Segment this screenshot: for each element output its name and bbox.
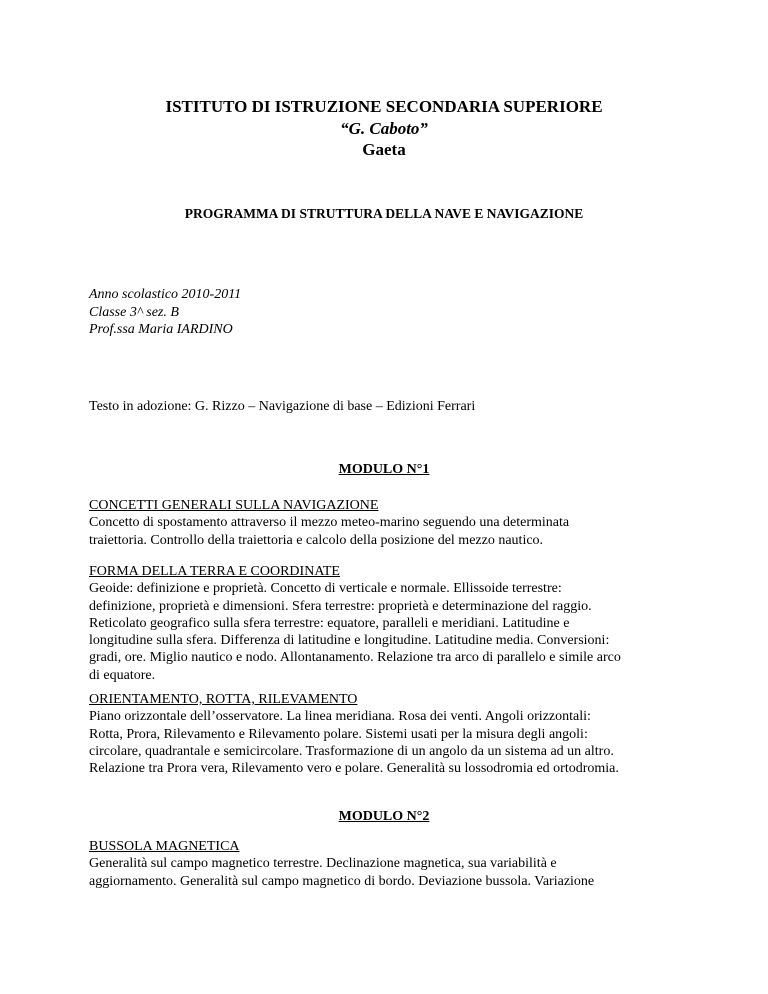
section-line: circolare, quadrantale e semicircolare. Trasformazione di un angolo da un sistema ad un altro.: [89, 743, 614, 759]
section-line: Generalità sul campo magnetico terrestre. Declinazione magnetica, sua variabilità e: [89, 856, 557, 872]
section-line: Relazione tra Prora vera, Rilevamento vero e polare. Generalità su lossodromia ed ortodromia.: [89, 761, 619, 777]
section-title: ORIENTAMENTO, ROTTA, RILEVAMENTO: [89, 692, 358, 707]
section-line: Rotta, Prora, Rilevamento e Rilevamento polare. Sistemi usati per la misura degli angoli:: [89, 726, 588, 742]
section-orientamento: [89, 691, 689, 777]
section-line: aggiornamento. Generalità sul campo magnetico di bordo. Deviazione bussola. Variazione: [89, 873, 595, 889]
section-line: Concetto di spostamento attraverso il mezzo meteo-marino seguendo una determinata: [89, 515, 570, 531]
teacher-name: Prof.ssa Maria IARDINO: [89, 322, 233, 337]
section-bussola-magnetica: [89, 838, 689, 890]
textbook-line: Testo in adozione: G. Rizzo – Navigazione di base – Edizioni Ferrari: [89, 399, 476, 414]
section-line: Piano orizzontale dell’osservatore. La linea meridiana. Rosa dei venti. Angoli orizzontali:: [89, 709, 591, 725]
module-1-heading: [0, 461, 768, 478]
section-line: traiettoria. Controllo della traiettoria e calcolo della posizione del mezzo nautico.: [89, 532, 544, 548]
school-name: “G. Caboto”: [340, 119, 428, 138]
section-title: CONCETTI GENERALI SULLA NAVIGAZIONE: [89, 498, 379, 513]
module-2-heading: [0, 808, 768, 825]
class-section: Classe 3^ sez. B: [89, 304, 179, 320]
program-title: PROGRAMMA DI STRUTTURA DELLA NAVE E NAVIGAZIONE: [184, 206, 584, 221]
section-line: Geoide: definizione e proprietà. Concetto di verticale e normale. Ellissoide terrestre:: [89, 581, 562, 597]
section-title: BUSSOLA MAGNETICA: [89, 839, 240, 854]
section-concetti-generali: [89, 497, 689, 549]
section-line: di equatore.: [89, 667, 156, 683]
section-line: gradi, ore. Miglio nautico e nodo. Allontanamento. Relazione tra arco di parallelo e simile arco: [89, 650, 621, 666]
school-title: ISTITUTO DI ISTRUZIONE SECONDARIA SUPERIORE: [165, 97, 603, 116]
section-line: Reticolato geografico sulla sfera terrestre: equatore, paralleli e meridiani. Latitudine e: [89, 615, 570, 631]
section-title: FORMA DELLA TERRA E COORDINATE: [89, 564, 340, 579]
school-city: Gaeta: [362, 140, 406, 159]
section-line: definizione, proprietà e dimensioni. Sfera terrestre: proprietà e determinazione del raggio.: [89, 598, 592, 614]
school-year: Anno scolastico 2010-2011: [89, 287, 242, 302]
module-2-heading-text: MODULO N°2: [338, 809, 430, 824]
section-forma-della-terra: [89, 563, 689, 684]
section-line: longitudine sulla sfera. Differenza di latitudine e longitudine. Latitudine media. Conversioni:: [89, 633, 610, 649]
module-1-heading-text: MODULO N°1: [338, 462, 430, 477]
document-meta: [89, 286, 241, 339]
